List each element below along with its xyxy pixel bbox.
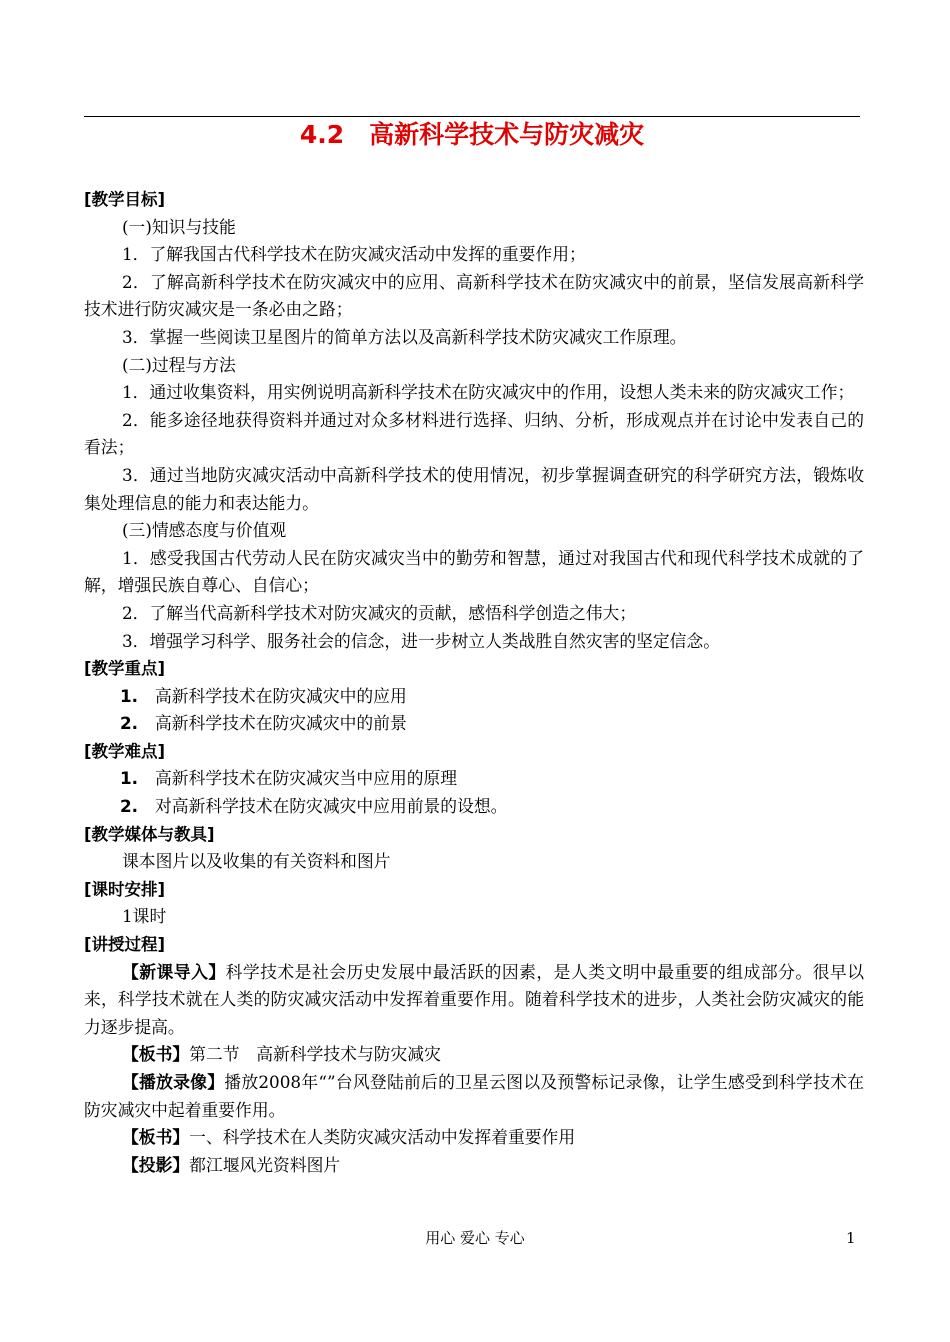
footer-motto: 用心 爱心 专心: [425, 1229, 525, 1247]
paragraph-text: 一、科学技术在人类防灾减灾活动中发挥着重要作用: [189, 1127, 576, 1148]
paragraph: [84, 1041, 864, 1069]
list-text: 高新科学技术在防灾减灾中的应用: [155, 685, 407, 706]
list-text: 对高新科学技术在防灾减灾中应用前景的设想。: [155, 796, 508, 817]
bracket-tag: 【播放录像】: [122, 1072, 225, 1092]
paragraph: [84, 959, 864, 1042]
section-heading-schedule: [课时安排]: [84, 879, 166, 899]
list-item: [84, 710, 864, 738]
paragraph: 3．增强学习科学、服务社会的信念，进一步树立人类战胜自然灾害的坚定信念。: [122, 630, 721, 651]
paragraph: 3．通过当地防灾减灾活动中高新科学技术的使用情况，初步掌握调查研究的科学研究方法，锻炼收集处理信息的能力和表达能力。: [84, 464, 864, 513]
paragraph: 2．了解高新科学技术在防灾减灾中的应用、高新科学技术在防灾减灾中的前景，坚信发展高新科学技术进行防灾减灾是一条必由之路；: [84, 271, 864, 320]
list-item: [84, 793, 864, 821]
paragraph-text: 播放2008年“”台风登陆前后的卫星云图以及预警标记录像，让学生感受到科学技术在防灾减灾中起着重要作用。: [84, 1072, 864, 1120]
list-number: 1.: [120, 768, 139, 789]
bracket-tag: 【板书】: [122, 1127, 190, 1148]
bracket-tag: 【板书】: [122, 1044, 190, 1065]
paragraph-text: 都江堰风光资料图片: [189, 1154, 341, 1175]
paragraph: 1．通过收集资料，用实例说明高新科学技术在防灾减灾中的作用，设想人类未来的防灾减灾工作；: [122, 382, 855, 403]
paragraph: [84, 1069, 864, 1124]
subheading-process: (二)过程与方法: [122, 354, 236, 375]
bracket-tag: 【新课导入】: [122, 961, 226, 982]
section-heading-process: [讲授过程]: [84, 935, 166, 955]
paragraph: 3．掌握一些阅读卫星图片的简单方法以及高新科学技术防灾减灾工作原理。: [122, 326, 687, 347]
paragraph-text: 第二节 高新科学技术与防灾减灾: [189, 1044, 441, 1065]
paragraph-text: 科学技术是社会历史发展中最活跃的因素，是人类文明中最重要的组成部分。很早以来，科学技术就在人类的防灾减灾活动中发挥着重要作用。随着科学技术的进步，人类社会防灾减灾的能力逐步提高。: [84, 961, 864, 1037]
paragraph: 课本图片以及收集的有关资料和图片: [122, 851, 391, 872]
paragraph: [84, 1152, 864, 1180]
paragraph: 1课时: [122, 906, 167, 927]
paragraph: 1．感受我国古代劳动人民在防灾减灾当中的勤劳和智慧，通过对我国古代和现代科学技术成就的了解，增强民族自尊心、自信心；: [84, 547, 864, 596]
list-text: 高新科学技术在防灾减灾中的前景: [155, 713, 407, 734]
list-text: 高新科学技术在防灾减灾当中应用的原理: [155, 768, 458, 789]
subheading-knowledge: (一)知识与技能: [122, 216, 236, 237]
paragraph: [84, 1124, 864, 1152]
page-title: 4.2 高新科学技术与防灾减灾: [299, 120, 645, 149]
section-heading-objectives: [教学目标]: [84, 190, 166, 209]
subheading-attitude: (三)情感态度与价值观: [122, 520, 287, 541]
list-number: 2.: [120, 796, 139, 817]
list-number: 2.: [120, 713, 139, 734]
section-heading-media: [教学媒体与教具]: [84, 824, 215, 844]
list-item: [84, 765, 864, 793]
bracket-tag: 【投影】: [122, 1154, 190, 1175]
page-number: 1: [846, 1229, 856, 1247]
paragraph: 2．了解当代高新科学技术对防灾减灾的贡献，感悟科学创造之伟大；: [122, 602, 637, 623]
section-heading-difficulties: [教学难点]: [84, 741, 166, 761]
document-body: [84, 186, 864, 1179]
paragraph: 2．能多途径地获得资料并通过对众多材料进行选择、归纳、分析，形成观点并在讨论中发表自己的看法；: [84, 409, 864, 458]
paragraph: 1．了解我国古代科学技术在防灾减灾活动中发挥的重要作用；: [122, 244, 586, 265]
section-heading-key-points: [教学重点]: [84, 659, 166, 679]
list-item: [84, 683, 864, 711]
header-rule: [84, 116, 860, 117]
list-number: 1.: [120, 685, 139, 706]
